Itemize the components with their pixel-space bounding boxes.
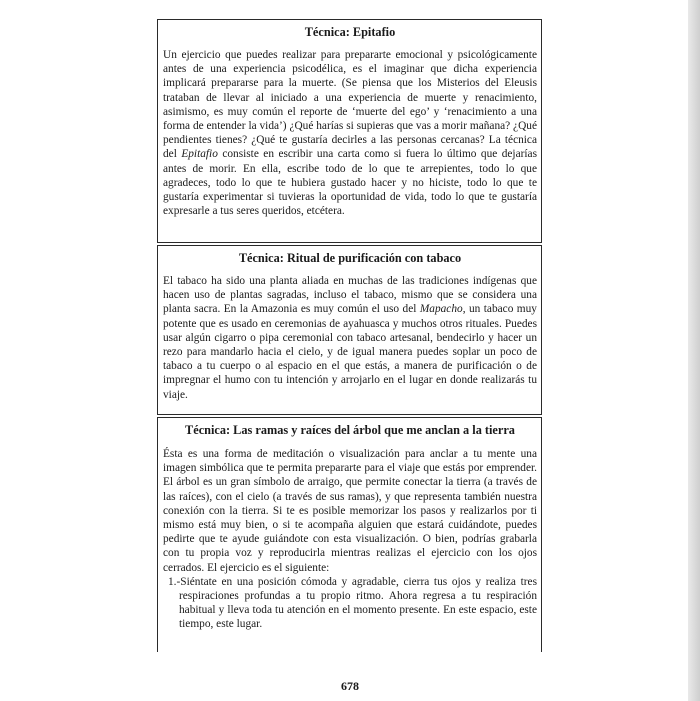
- section-body: [163, 447, 537, 632]
- section-paragraph: [163, 274, 537, 402]
- paragraph-text: El tabaco ha sido una planta aliada en muchas de las tradiciones indígenas que hacen uso de plantas sagradas, incluso el tabaco, mismo que se considera una planta sacra. En la Amazonia es muy común el uso del: [163, 275, 537, 316]
- page-edge-shadow: [688, 0, 700, 701]
- section-paragraph: [163, 48, 537, 218]
- paragraph-text: , un tabaco muy potente que es usado en ceremonias de ayahuasca y muchos otros rituales. Puedes usar algún cigarro o pipa ceremonial con tabaco artesanal, bendecirlo y hacer un rezo para mandarlo hacia el cielo, y de igual manera puedes soplar un poco de tabaco a tu cuerpo o al espacio en el que estás, a manera de purificación o de impregnar el humo con tu intención y arrojarlo en el lugar en donde realizarás tu viaje.: [163, 303, 537, 401]
- list-item: 1.-Siéntate en una posición cómoda y agradable, cierra tus ojos y realiza tres respiraciones profundas a tu propio ritmo. Ahora regresa a tu respiración habitual y lleva toda tu atención en el momento presente. En este espacio, este tiempo, este lugar.: [168, 575, 537, 631]
- section-title: Técnica: Epitafio: [304, 25, 396, 39]
- page-number: 678: [341, 679, 359, 693]
- technique-box-tabaco: [157, 245, 542, 415]
- italic-term: Mapacho: [419, 303, 463, 316]
- technique-box-epitafio: [157, 19, 542, 243]
- section-title: Técnica: Las ramas y raíces del árbol que me anclan a la tierra: [185, 423, 515, 437]
- section-paragraph: Ésta es una forma de meditación o visualización para anclar a tu mente una imagen simbólica que te permita prepararte para el viaje que estás por emprender. El árbol es un gran símbolo de arraigo, que permite conectar la tierra (a través de las raíces), con el cielo (a través de sus ramas), y que representa también nuestra conexión con la tierra. Si te es posible memorizar los pasos y realizarlos por ti mismo está muy bien, o si te acompaña alguien que estará cuidándote, puedes pedirte que te ayude guiándote con esta visualización. O bien, podrías grabarla con tu propia voz y reproducirla mientras realizas el ejercicio con los ojos cerrados. El ejercicio es el siguiente:: [163, 448, 537, 574]
- section-body: [163, 274, 537, 402]
- paragraph-text: Un ejercicio que puedes realizar para prepararte emocional y psicológicamente antes de una experiencia psicodélica, es el imaginar que dicha experiencia implicará prepararse para la muerte. (Se piensa que los Misterios del Eleusis trataban de llevar al iniciado a una experiencia de muerte y renacimiento, asimismo, es muy común el reporte de ‘muerte del ego’ y ‘renacimiento a una forma de entender la vida’) ¿Qué harías si supieras que vas a morir mañana? ¿Qué pendientes tienes? ¿Qué te gustaría decirles a las personas cercanas? La técnica del: [163, 49, 537, 161]
- paragraph-text: consiste en escribir una carta como si fuera lo último que dejarías antes de morir. En ella, escribe todo de lo que te arrepientes, todo lo que agradeces, todo lo que te hubiera gustado hacer y no hiciste, todo lo que te gustaría experimentar si tuvieras la oportunidad de vida, todo lo que te gustaría expresarle a tus seres queridos, etcétera.: [163, 148, 538, 218]
- italic-term: Epitafio: [181, 148, 218, 161]
- section-title: Técnica: Ritual de purificación con tabaco: [238, 251, 462, 265]
- technique-box-arbol: [157, 417, 542, 652]
- section-body: [163, 48, 537, 218]
